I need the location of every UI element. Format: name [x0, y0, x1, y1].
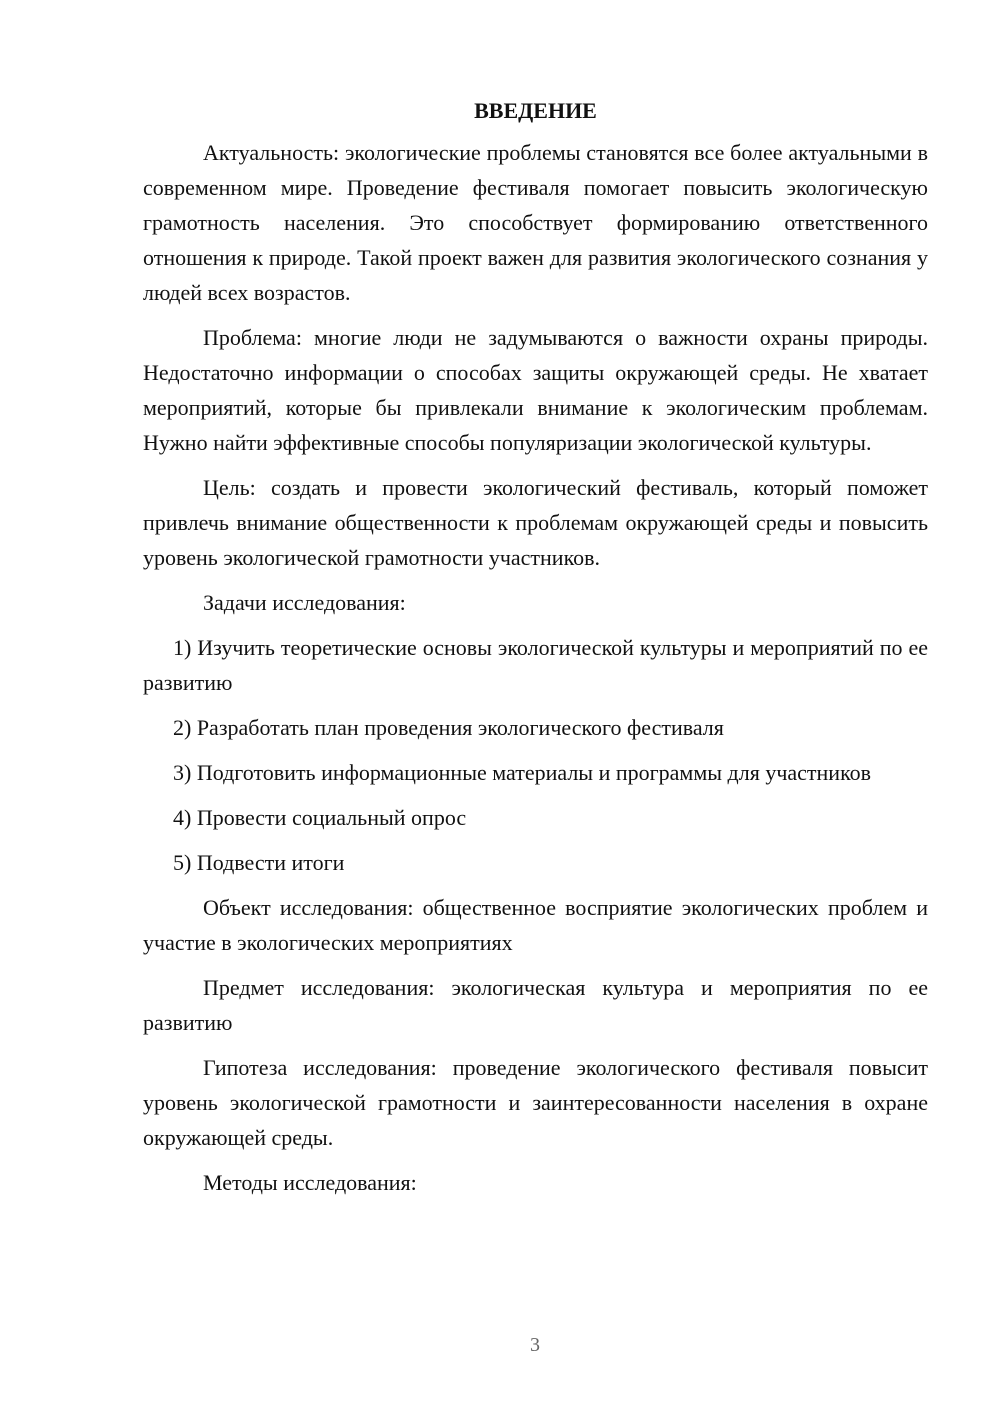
- section-heading: ВВЕДЕНИЕ: [474, 98, 597, 123]
- task-item: 3) Подготовить информационные материалы и программы для участников: [173, 760, 872, 785]
- methods-title: Методы исследования:: [203, 1170, 417, 1195]
- object-paragraph: Объект исследования: общественное восприятие экологических проблем и участие в экологических мероприятиях: [143, 895, 928, 955]
- document-page: [143, 95, 928, 1210]
- goal-paragraph: Цель: создать и провести экологический фестиваль, который поможет привлечь внимание общественности к проблемам окружающей среды и повысить уровень экологической грамотности участников.: [143, 475, 928, 570]
- subject-paragraph: Предмет исследования: экологическая культура и мероприятия по ее развитию: [143, 975, 928, 1035]
- task-item: 4) Провести социальный опрос: [173, 805, 467, 830]
- problem-paragraph: Проблема: многие люди не задумываются о важности охраны природы. Недостаточно информации о способах защиты окружающей среды. Не хватает мероприятий, которые бы привлекали внимание к экологическим проблемам. Нужно найти эффективные способы популяризации экологической культуры.: [143, 325, 928, 455]
- task-item: 5) Подвести итоги: [173, 850, 345, 875]
- page-number: 3: [530, 1334, 540, 1356]
- relevance-paragraph: Актуальность: экологические проблемы становятся все более актуальными в современном мире. Проведение фестиваля помогает повысить экологическую грамотность населения. Это способствует формированию ответственного отношения к природе. Такой проект важен для развития экологического сознания у людей всех возрастов.: [143, 140, 928, 305]
- task-item: 2) Разработать план проведения экологического фестиваля: [173, 715, 724, 740]
- tasks-title: Задачи исследования:: [203, 590, 406, 615]
- hypothesis-paragraph: Гипотеза исследования: проведение экологического фестиваля повысит уровень экологической грамотности и заинтересованности населения в охране окружающей среды.: [143, 1055, 928, 1150]
- task-item: 1) Изучить теоретические основы экологической культуры и мероприятий по ее развитию: [143, 635, 928, 695]
